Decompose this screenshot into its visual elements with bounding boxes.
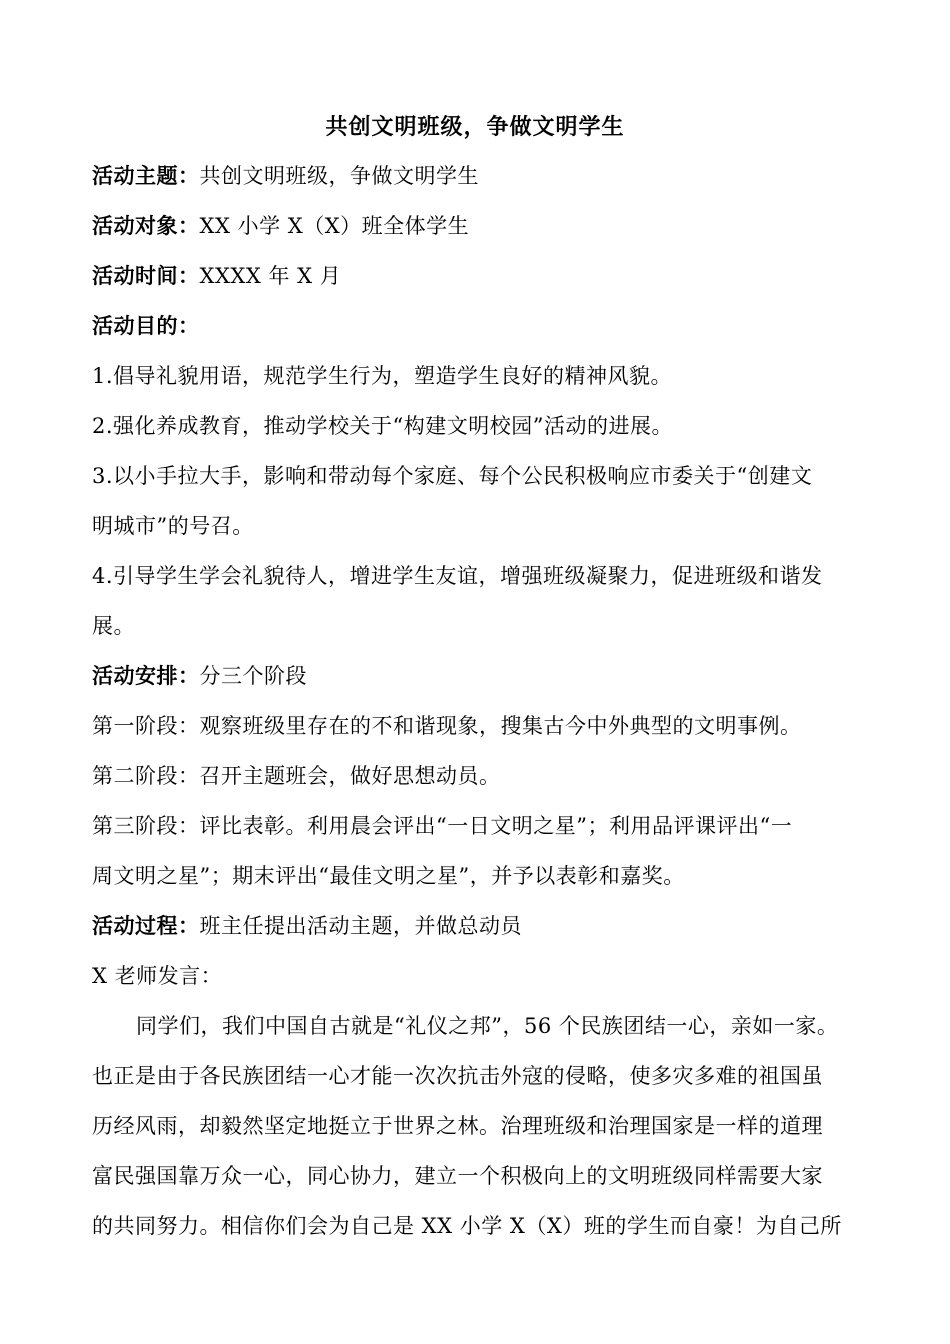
field-theme [92,161,872,191]
field-label: 活动主题： [92,163,200,188]
purpose-line: 1.倡导礼貌用语，规范学生行为，塑造学生良好的精神风貌。 [92,364,673,388]
field-label: 活动对象： [92,213,200,238]
field-arrangement [92,661,872,691]
speech-line: 同学们，我们中国自古就是“礼仪之邦”，56 个民族团结一心，亲如一家。 [136,1014,839,1038]
field-audience [92,211,872,241]
purpose-line: 2.强化养成教育，推动学校关于“构建文明校园”活动的进展。 [92,414,674,438]
field-value: 分三个阶段 [199,664,307,688]
field-time [92,261,872,291]
purpose-line: 展。 [92,614,135,638]
purpose-line: 4.引导学生学会礼貌待人，增进学生友谊，增强班级凝聚力，促进班级和谐发 [92,564,823,588]
speech-line: 也正是由于各民族团结一心才能一次次抗击外寇的侵略，使多灾多难的祖国虽 [92,1064,823,1088]
speech-line: 富民强国靠万众一心，同心协力，建立一个积极向上的文明班级同样需要大家 [92,1164,823,1188]
field-value: 班主任提出活动主题，并做总动员 [199,914,522,938]
field-process [92,911,872,941]
field-label: 活动安排： [92,663,200,688]
field-label: 活动过程： [92,913,200,938]
field-value: XX 小学 X（X）班全体学生 [199,214,470,238]
field-label: 活动时间： [92,263,200,288]
field-value: XXXX 年 X 月 [199,264,342,288]
speech-line: 历经风雨，却毅然坚定地挺立于世界之林。治理班级和治理国家是一样的道理 [92,1114,823,1138]
purpose-line: 明城市”的号召。 [92,514,254,538]
stage-line: 周文明之星”；期末评出“最佳文明之星”，并予以表彰和嘉奖。 [92,864,685,888]
field-purpose [92,311,872,341]
speech-line: 的共同努力。相信你们会为自己是 XX 小学 X（X）班的学生而自豪！为自己所 [92,1214,842,1238]
document-title: 共创文明班级，争做文明学生 [325,114,625,140]
purpose-line: 3.以小手拉大手，影响和带动每个家庭、每个公民积极响应市委关于“创建文 [92,464,813,488]
field-label: 活动目的： [92,313,200,338]
field-value: 共创文明班级，争做文明学生 [199,164,479,188]
stage-line: 第二阶段：召开主题班会，做好思想动员。 [92,764,501,788]
speaker-line: X 老师发言： [92,964,223,988]
stage-line: 第一阶段：观察班级里存在的不和谐现象，搜集古今中外典型的文明事例。 [92,714,802,738]
stage-line: 第三阶段：评比表彰。利用晨会评出“一日文明之星”；利用品评课评出“一 [92,814,793,838]
